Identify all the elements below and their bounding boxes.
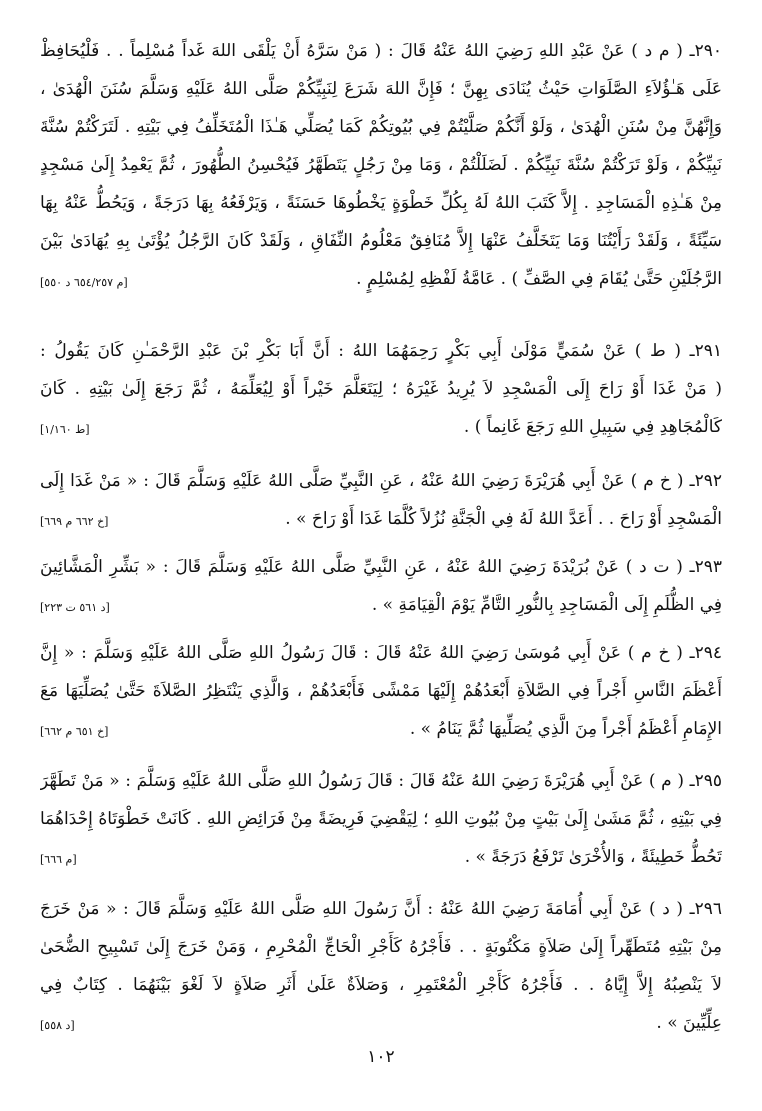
source-reference: [خ ٦٥١ م ٦٦٢] bbox=[40, 725, 109, 738]
text-line: عَلَى هَـٰؤُلاَءِ الصَّلَوَاتِ حَيْثُ يُنَادَى بِهِنَّ ؛ فَإِنَّ اللهَ شَرَعَ لِنَبِيِّكُمْ صَلَّى اللهُ عَلَيْهِ وَسَلَّمَ سُنَنَ الْهُدَىٰ ، bbox=[40, 79, 722, 99]
text-line: ٢٩٥ـ ( م ) عَنْ أَبِي هُرَيْرَةَ رَضِيَ اللهُ عَنْهُ قَالَ : قَالَ رَسُولُ اللهِ صَلَّى اللهُ عَلَيْهِ وَسَلَّمَ : « مَنْ تَطَهَّرَ bbox=[40, 771, 722, 791]
source-reference: [د ٥٦١ ت ٢٢٣] bbox=[40, 601, 110, 614]
text-line: مِنْ بَيْتِهِ مُتَطَهِّراً إِلَىٰ صَلاَةٍ مَكْتُوبَةٍ . . فَأَجْرُهُ كَأَجْرِ الْحَاجِّ الْمُحْرِمِ ، وَمَنْ خَرَجَ إِلَىٰ تَسْبِيحِ الضُّحَىٰ bbox=[40, 937, 722, 957]
text-line: ٢٩٦ـ ( د ) عَنْ أَبِي أُمَامَةَ رَضِيَ اللهُ عَنْهُ : أَنَّ رَسُولَ اللهِ صَلَّى اللهُ عَلَيْهِ وَسَلَّمَ قَالَ : « مَنْ خَرَجَ bbox=[40, 899, 722, 919]
text-line: ٢٩٣ـ ( ت د ) عَنْ بُرَيْدَةَ رَضِيَ اللهُ عَنْهُ ، عَنِ النَّبِيِّ صَلَّى اللهُ عَلَيْهِ وَسَلَّمَ قَالَ : « بَشِّرِ الْمَشَّائِينَ bbox=[40, 557, 722, 577]
text-line: لاَ يَنْصِبُهُ إِلاَّ إِيَّاهُ . . فَأَجْرُهُ كَأَجْرِ الْمُعْتَمِرِ ، وَصَلاَةٌ عَلَىٰ أَثَرِ صَلاَةٍ لاَ لَغْوَ بَيْنَهُمَا . كِتَابٌ فِي bbox=[40, 975, 722, 995]
text-line: ٢٩١ـ ( ط ) عَنْ سُمَيٍّ مَوْلَىٰ أَبِي بَكْرٍ رَحِمَهُمَا اللهُ : أَنَّ أَبَا بَكْرِ بْنَ عَبْدِ الرَّحْمَـٰنِ كَانَ يَقُولُ : bbox=[40, 341, 722, 361]
source-reference: [م ٦٥٤/٢٥٧ د ٥٥٠] bbox=[40, 276, 128, 289]
text-line: سَيِّئَةً ، وَلَقَدْ رَأَيْتُنَا وَمَا يَتَخَلَّفُ عَنْهَا إِلاَّ مُنَافِقٌ مَعْلُومُ النِّفَاقِ ، وَلَقَدْ كَانَ الرَّجُلُ يُؤْتَىٰ بِهِ يُهَادَىٰ بَيْنَ bbox=[40, 231, 722, 251]
source-reference: [ط ١/١٦٠] bbox=[40, 423, 90, 436]
text-line: ( مَنْ غَدَا أَوْ رَاحَ إِلَى الْمَسْجِدِ لاَ يُرِيدُ غَيْرَهُ ؛ لِيَتَعَلَّمَ خَيْراً أَوْ لِيُعَلِّمَهُ ، ثُمَّ رَجَعَ إِلَىٰ بَيْتِهِ . كَانَ bbox=[40, 379, 722, 399]
text-line: أَعْظَمَ النَّاسِ أَجْراً فِي الصَّلاَةِ أَبْعَدُهُمْ إِلَيْهَا مَمْشًى فَأَبْعَدُهُمْ ، وَالَّذِي يَنْتَظِرُ الصَّلاَةَ حَتَّىٰ يُصَلِّيَهَا مَعَ bbox=[40, 681, 722, 701]
page-number: ١٠٢ bbox=[367, 1047, 395, 1067]
source-reference: [د ٥٥٨] bbox=[40, 1019, 75, 1032]
text-line: تَحُطُّ خَطِيئَةً ، وَالأُخْرَىٰ تَرْفَعُ دَرَجَةً » . bbox=[464, 847, 722, 867]
text-line: نَبِيِّكُمْ ، وَلَوْ تَرَكْتُمْ سُنَّةَ نَبِيِّكُمْ . لَضَلَلْتُمْ ، وَمَا مِنْ رَجُلٍ يَتَطَهَّرُ فَيُحْسِنُ الطُّهُورَ ، ثُمَّ يَعْمِدُ إِلَىٰ مَسْجِدٍ bbox=[40, 155, 722, 175]
text-line: مِنْ هَـٰذِهِ الْمَسَاجِدِ . إِلاَّ كَتَبَ اللهُ لَهُ بِكُلِّ خَطْوَةٍ يَخْطُوهَا حَسَنَةً ، وَيَرْفَعُهُ بِهَا دَرَجَةً ، وَيَحُطُّ عَنْهُ بِهَا bbox=[40, 193, 722, 213]
text-line: الْمَسْجِدِ أَوْ رَاحَ . . أَعَدَّ اللهُ لَهُ فِي الْجَنَّةِ نُزُلاً كُلَّمَا غَدَا أَوْ رَاحَ » . bbox=[285, 509, 722, 529]
text-line: وَإِنَّهُنَّ مِنْ سُنَنِ الْهُدَىٰ ، وَلَوْ أَنَّكُمْ صَلَّيْتُمْ فِي بُيُوتِكُمْ كَمَا يُصَلِّي هَـٰذَا الْمُتَخَلِّفُ فِي بَيْتِهِ . لَتَرَكْتُمْ سُنَّةَ bbox=[40, 117, 722, 137]
text-line: الإِمَامِ أَعْظَمُ أَجْراً مِنَ الَّذِي يُصَلِّيهَا ثُمَّ يَنَامُ » . bbox=[409, 719, 722, 739]
text-line: فِي الظُّلَمِ إِلَى الْمَسَاجِدِ بِالنُّورِ التَّامِّ يَوْمَ الْقِيَامَةِ » . bbox=[371, 595, 722, 615]
source-reference: [م ٦٦٦] bbox=[40, 853, 77, 866]
text-line: الرَّجُلَيْنِ حَتَّىٰ يُقَامَ فِي الصَّفِّ ) . عَامَّةُ لَفْظِهِ لِمُسْلِمٍ . bbox=[356, 269, 722, 289]
text-line: ٢٩٢ـ ( خ م ) عَنْ أَبِي هُرَيْرَةَ رَضِيَ اللهُ عَنْهُ ، عَنِ النَّبِيِّ صَلَّى اللهُ عَلَيْهِ وَسَلَّمَ قَالَ : « مَنْ غَدَا إِلَى bbox=[40, 471, 722, 491]
source-reference: [خ ٦٦٢ م ٦٦٩] bbox=[40, 515, 109, 528]
text-line: ٢٩٠ـ ( م د ) عَنْ عَبْدِ اللهِ رَضِيَ اللهُ عَنْهُ قَالَ : ( مَنْ سَرَّهُ أَنْ يَلْقَى اللهَ غَداً مُسْلِماً . . فَلْيُحَافِظْ bbox=[40, 41, 722, 61]
text-line: كَالْمُجَاهِدِ فِي سَبِيلِ اللهِ رَجَعَ غَانِماً ) . bbox=[463, 417, 722, 437]
text-line: فِي بَيْتِهِ ، ثُمَّ مَشَىٰ إِلَىٰ بَيْتٍ مِنْ بُيُوتِ اللهِ ؛ لِيَقْضِيَ فَرِيضَةً مِنْ فَرَائِضِ اللهِ . كَانَتْ خَطْوَتَاهُ إِحْدَاهُمَا bbox=[40, 809, 722, 829]
text-line: عِلِّيِّينَ » . bbox=[656, 1013, 722, 1033]
text-line: ٢٩٤ـ ( خ م ) عَنْ أَبِي مُوسَىٰ رَضِيَ اللهُ عَنْهُ قَالَ : قَالَ رَسُولُ اللهِ صَلَّى اللهُ عَلَيْهِ وَسَلَّمَ : « إِنَّ bbox=[40, 643, 722, 663]
